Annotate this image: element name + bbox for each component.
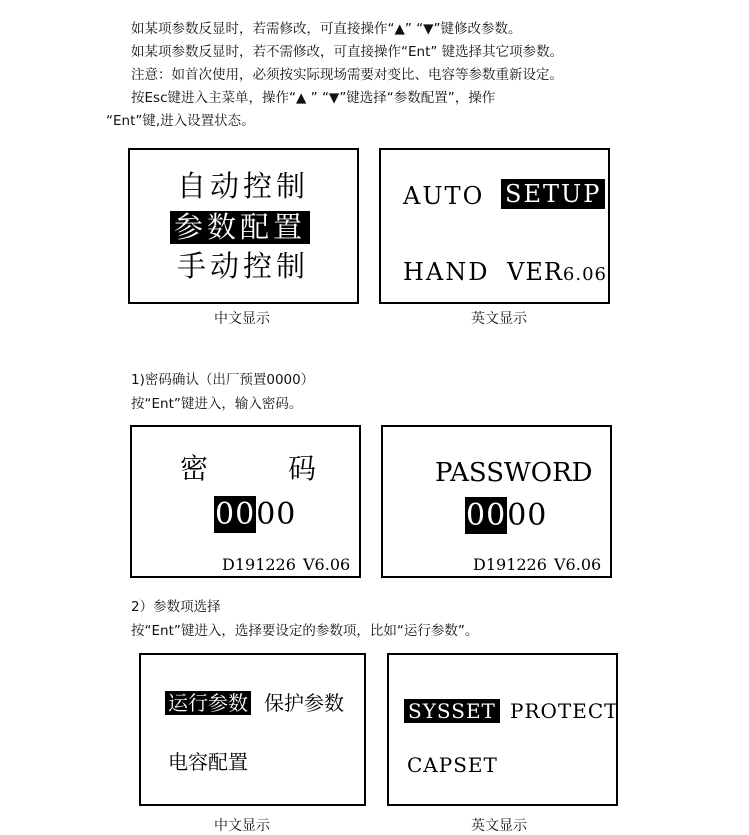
param-capset: CAPSET (407, 753, 498, 777)
param-protect: 保护参数 (264, 691, 344, 715)
intro-line-4: 按Esc键进入主菜单，操作“▲ ” “▼”键选择“参数配置”，操作 (131, 90, 496, 106)
menu-item-auto: AUTO (403, 182, 485, 210)
password-label-cn-1: 密 (180, 452, 209, 485)
password-footer-version: V6.06 (303, 555, 351, 574)
caption-en-display: 英文显示 (471, 311, 527, 327)
password-digits-selected: 00 (466, 498, 507, 533)
intro-line-1: 如某项参数反显时，若需修改，可直接操作“▲” “▼”键修改参数。 (131, 21, 522, 37)
menu-item-hand: HAND (403, 258, 490, 286)
intro-line-2: 如某项参数反显时，若不需修改，可直接操作“Ent” 键选择其它项参数。 (131, 44, 564, 60)
menu-item-auto-control: 自动控制 (177, 169, 310, 203)
lcd-password-en (381, 425, 612, 578)
password-digits-cn (214, 497, 297, 532)
step2-desc: 按“Ent”键进入，选择要设定的参数项，比如“运行参数”。 (131, 623, 479, 639)
caption-cn-display-2: 中文显示 (214, 818, 270, 834)
step2-title: 2）参数项选择 (131, 599, 221, 615)
version-number: 6.06 (562, 264, 607, 285)
param-run-selected: 运行参数 (165, 691, 251, 715)
menu-item-setup-selected: SETUP (501, 179, 605, 209)
password-footer-id: D191226 (473, 555, 547, 574)
password-digits-rest: 00 (256, 497, 297, 532)
password-digits-selected: 00 (215, 497, 256, 532)
lcd-param-cn (139, 653, 366, 806)
lcd-main-menu-en (379, 148, 610, 304)
step1-desc: 按“Ent”键进入，输入密码。 (131, 396, 303, 412)
menu-item-manual-control: 手动控制 (177, 249, 310, 283)
lcd-password-cn (130, 425, 361, 578)
version-prefix: VER (507, 258, 563, 286)
intro-line-5: “Ent”键,进入设置状态。 (106, 113, 255, 129)
param-capacitor: 电容配置 (168, 750, 248, 774)
password-footer-version: V6.06 (554, 555, 602, 574)
param-protect-en: PROTECT (510, 699, 619, 723)
menu-item-param-config-selected: 参数配置 (170, 211, 310, 244)
lcd-main-menu-cn (128, 148, 359, 304)
caption-en-display-2: 英文显示 (471, 818, 527, 834)
intro-line-3: 注意：如首次使用，必须按实际现场需要对变比、电容等参数重新设定。 (131, 67, 563, 83)
step1-title: 1)密码确认（出厂预置0000） (131, 372, 315, 388)
version-label (507, 260, 607, 284)
password-digits-en (465, 498, 548, 533)
password-label-en: PASSWORD (435, 458, 593, 488)
password-label-cn-2: 码 (288, 452, 317, 485)
caption-cn-display: 中文显示 (214, 311, 270, 327)
param-sysset-selected: SYSSET (404, 699, 500, 723)
password-footer-id: D191226 (222, 555, 296, 574)
lcd-param-en (387, 653, 618, 806)
password-digits-rest: 00 (507, 498, 548, 533)
